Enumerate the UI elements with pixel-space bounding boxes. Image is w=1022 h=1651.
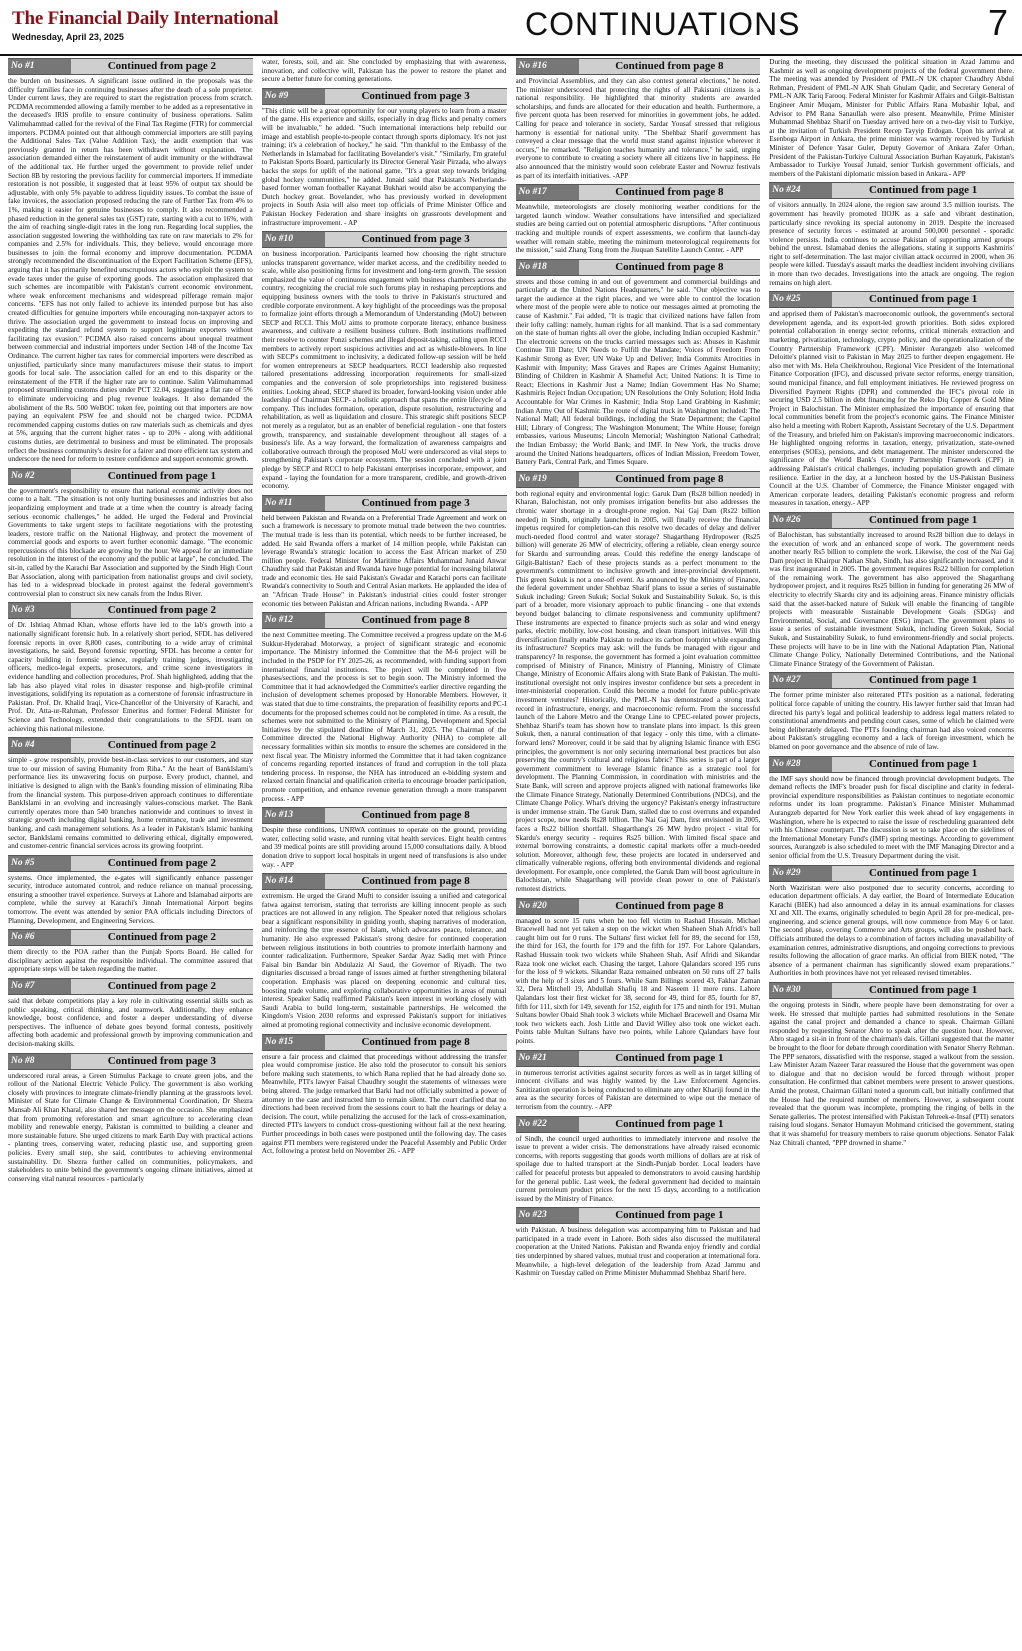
article-text: and Provincial Assemblies, and they can also contest general elections," he noted. The minister underscored that protecting the rights of all Pakistani citizens is a national responsibility. He highlighted that minority students are awarded scholarships, and funds are allocated for their education and health. Furthermore, a five percent quota has been reserved for minorities in government jobs, he added. Calling for peace and tolerance in society, Sardar Yousaf stressed that religious harmony is essential for national unity. "The Shehbaz Sharif government has conveyed a clear message that the world must stand against injustice wherever it occurs," he remarked. "Religion teaches humanity and tolerance," he said, urging everyone to contribute to creating a society where all citizens live in happiness. He also announced that the ministry would soon celebrate Easter and Nowruz festivals as part of its interfaith initiatives. -APP: [515, 77, 761, 180]
article-columns: [8, 58, 1014, 1646]
continued-from-label: Continued from page 1: [832, 757, 1014, 772]
article-text: and apprised them of Pakistan's macroeconomic outlook, the government's sectoral development agenda, and its export-led growth priorities. Both sides explored potential collaboration in energy sector reforms, critical minerals extraction and marketing, privatization, technology, crypto policy, and the operationalization of the Country Partnership Framework (CPF). Minister Aurangzeb also welcomed Deloitte's planned visit to Pakistan in May 2025 to further deepen engagement. He also met with Ms. Hela Cheikhrouhou, Regional Vice President of the International Finance Corporation (IFC), and discussed private sector reforms, energy transition, sound municipal finance, and full employment initiatives. He reviewed progress on Diversified Payment Rights (DPR) and commended the IFC's pivotal role in securing USD 2.5 billion in debt financing for the Reko Diq Copper & Gold Mine Project in Balochistan. The Minister emphasized the importance of ensuring that local communities benefit from the project's economic gains. The Finance Minister also held a meeting with Robert Kaproth, Assistant Secretary of the U.S. Department of the Treasury, and briefed him on Pakistan's improving macroeconomic indicators. He highlighted ongoing reforms in taxation, energy, privatization, state-owned enterprises (SOEs), pensions, and debt management. The minister underscored the significance of the World Bank's Country Partnership Framework (CPF) in addressing Pakistan's critical challenges, including population growth and climate resilience. Earlier in the day, at a luncheon hosted by the US-Pakistan Business Council at the U.S. Chamber of Commerce, the Finance Minister engaged with American corporate leaders, detailing Pakistan's economic progress and reform measures in taxation, energy.- APP: [769, 310, 1014, 508]
continuation-block: [262, 873, 507, 1030]
continuation-block: [516, 1116, 761, 1204]
continuation-header: [262, 873, 507, 890]
article-text: streets and those coming in and out of government and commercial buildings and particularly at the United Nations Headquarters," he said. "Our objective was to target the audience at the right places, and we were able to control the location where most of the people were able to notice our messages aimed at promoting the cause of Kashmir." Fai added, "It is tragic that civilized nations have fallen from their lofty calling: namely, human rights for all mankind. That is a sad commentary on the state of human rights all over the globe, including Indian occupied Kashmir." The electronic screens on the trucks carried messages such as: Abuses in Kashmir Continue Till Date; UN Needs to Fulfill the Mandate; Voices of Freedom From Kashmir Strong as Ever; UN Wake Up and Deliver; India Commits Atrocities in Kashmir with Impunity; Mass Graves and Rapes are Crimes Against Humanity; Blinding of Children in Kashmir A Shameful Act; United Nations: It is Time to React; Elections in Kashmir Just a Name; Indian Government Has No Shame; Kashmiris Reject Indian Occupation; UN Resolutions the Only Solution; Hold India Accountable for War Crimes in Kashmir; India Stop Land Grabbing in Kashmir; Indian Army Out of Kashmir. The route of digital truck in Washington included: The National Mall; All federal buildings, including the State Department; the Capitol Hill; Library of Congress; The Washington Monument; The White House; foreign embassies, various Museums; Lincoln Memorial; Washington National Cathedral; the Indian Embassy; the World Bank; and IMF. In New York, the trucks drove around the United Nations headquarters, offices of Indian Mission, Freedom Tower, Battery Park, Central Park, and Times Square.: [515, 277, 761, 467]
article-text: of visitors annually. In 2024 alone, the region saw around 3.5 million tourists. The government has heavily promoted IIOJK as a safe and vibrant destination, particularly since revoking its special autonomy in 2019. Despite the increased presence of security forces - estimated at around 500,000 personnel - sporadic violence persists. India continues to accuse Pakistan of supporting armed groups behind the unrest. Islamabad denies the allegations, stating it supports Kashmiris' right to self-determination. The last major civilian attack occurred in 2000, when 36 people were killed. Tuesday's assault marks the deadliest incident involving civilians in more than two decades. Investigations into the attack are ongoing. The region remains on high alert.: [769, 201, 1014, 287]
continued-from-label: Continued from page 2: [71, 738, 253, 753]
continuation-number: No #15: [262, 1035, 325, 1050]
article-text: them directly to the POA rather than the Punjab Sports Board. He called for disciplinary action against the responsible individual. The committee assured that appropriate steps will be taken regarding the matter.: [8, 948, 253, 974]
continuation-header: [516, 1050, 761, 1067]
article-text: Meanwhile, meteorologists are closely monitoring weather conditions for the targeted launch window. Weather consultations have intensified and specialized studies are being carried out on potential atmospheric disruptions. "After continuous tracking and multiple rounds of expert assessments, we confirm that launch-day weather will remain stable, meeting the minimum meteorological requirements for the mission," said Zhang Tong from the Jiuquan Satellite Launch Center. - APP: [515, 203, 761, 255]
article-text: simple - grow responsibly, provide best-in-class services to our customers, and stay true to our mission of saving Humanity from Riba." At the heart of BankIslami's performance lies its unwavering focus on purpose. Every product, channel, and initiative is designed to align with the Bank's founding mission of eliminating Riba from the financial system. This purpose-driven approach continues to differentiate BankIslami in an evolving and increasingly values-conscious market. The Bank currently operates more than 540 branches nationwide and continues to invest in strategic growth including digital banking, home remittance, trade and investment banking, and cash management solutions. As a leader in Pakistan's Islamic banking sector, BankIslami remains committed to delivering ethical, digitally empowered, and customer-centric financial services across its growing footprint.: [8, 756, 253, 851]
continuation-header: [769, 291, 1014, 308]
continuation-block: [262, 495, 507, 609]
continuation-header: [516, 259, 761, 276]
continuation-number: No #16: [516, 59, 579, 74]
continuation-block: [262, 612, 507, 803]
continuation-header: [516, 184, 761, 201]
continuation-header: [8, 855, 253, 872]
continuation-header: [8, 929, 253, 946]
article-text: Despite these conditions, UNRWA continues to operate on the ground, providing water, collecting solid waste, and running vital health services. Eight health centres and 39 medical points are still providing around 15,000 consultations daily. A blood donation drive to support local hospitals in urgent need of transfusions is also under way. - APP: [261, 826, 507, 869]
article-text: systems. Once implemented, the e-gates will significantly enhance passenger security, introduce automated control, and reduce reliance on manual processing, ensuring a smoother travel experience. Surveys at Lahore and Islamabad airports are complete, while the survey at Karachi's Jinnah International Airport begins tomorrow. The event was attended by senior PAA officials including Directors of Planning, Development, and Engineering Services.: [8, 873, 253, 925]
continued-from-label: Continued from page 1: [579, 1117, 761, 1132]
continuation-number: No #26: [769, 513, 832, 528]
continued-from-label: Continued from page 8: [325, 874, 507, 889]
continuation-number: No #5: [8, 856, 71, 871]
continued-from-label: Continued from page 1: [832, 673, 1014, 688]
continuation-block: [769, 291, 1014, 508]
continuation-block: [769, 756, 1014, 861]
continued-from-label: Continued from page 8: [579, 260, 761, 275]
continuation-block: [262, 231, 507, 491]
continuation-block: [516, 898, 761, 1046]
continuation-header: [8, 58, 253, 75]
continuation-block: [8, 737, 253, 851]
continuation-number: No #17: [516, 185, 579, 200]
continuation-number: No #13: [262, 808, 325, 823]
article-text: in numerous terrorist activities against security forces as well as in target killing of innocent civilians and was highly wanted by the Law Enforcement Agencies. Sanitization operation is being conducted to eliminate any other Khariji found in the area as the security forces of Pakistan are determined to wipe out the menace of terrorism from the country. - APP: [515, 1068, 761, 1111]
continued-from-label: Continued from page 1: [71, 469, 253, 484]
continued-from-label: Continued from page 8: [579, 899, 761, 914]
continuation-header: [8, 978, 253, 995]
continued-from-label: Continued from page 2: [71, 59, 253, 74]
article-text: During the meeting, they discussed the political situation in Azad Jammu and Kashmir as well as ongoing development projects of the federal government there. The meeting was attended by President of PML-N UK chapter Chaudhry Abdul Rehman, President of PML-N AJK Shah Ghulam Qadir, and Secretary General of PML-N AJK Tariq Farooq. Federal Minister for Kashmir Affairs and Gilgit-Baltistan Engineer Amir Muqam, Minister for Public Affairs Rana Mubashir Iqbal, and Advisor to PM Rana Sanaullah were also present. Meanwhile, Prime Minister Muhammad Shehbaz Sharif on Tuesday arrived here on a two-day visit to Turkiye, at the invitation of Turkish President Recep Tayyip Erdogan. Upon his arrival at Esenboga Airport in Ankara, the prime minister was warmly received by Turkish Minister of Defence Yasar Guler, Deputy Governor of Ankara Zafer Orhan, President of the Pakistan-Turkiye Cultural Association Burhan Kayaturk, Pakistan's Ambassador to Turkiye Yousaf Junaid, senior Turkish government officials, and members of the Pakistani diplomatic mission based in Ankara.- APP: [769, 58, 1014, 178]
article-text: the next Committee meeting. The Committee received a progress update on the M-6 Sukkur-Hyderabad Motorway, a project of significant strategic and economic importance. The Ministry informed the Committee that the M-6 project will be included in the PSDP for FY 2025-26, as recommended, with funding support from international financial institutions. The project will be completed in five phases/sections, and the process is set to begin soon. The Ministry informed the Committee that it had acknowledged the Committee's earlier directive regarding the inclusion of development schemes proposed by Honorable Members. However, it was stated that due to time constraints, the preparation of feasibility reports and PC-I documents for the proposed schemes could not be completed in time. As a result, the schemes were not submitted to the Ministry of Planning, Development and Special Initiatives by the stipulated deadline of March 31, 2025. The Chairman of the Committee directed the National Highway Authority (NHA) to complete all necessary formalities within six months to ensure the schemes are considered in the next fiscal year. The Ministry informed the Committee that it had taken cognizance of concerns regarding reported instances of fraud and corruption in the toll plaza tendering process. In response, the NHA has introduced an e-bidding system and relaxed certain financial and qualification criteria to encourage broader participation, promote competition, and enhance revenue generation through a more transparent process. - APP: [261, 631, 507, 803]
continuation-number: No #4: [8, 738, 71, 753]
continuation-header: [262, 1034, 507, 1051]
continuation-block: [769, 182, 1014, 287]
continuation-number: No #28: [769, 757, 832, 772]
continued-from-label: Continued from page 2: [71, 930, 253, 945]
continuation-number: No #10: [262, 232, 325, 247]
continuation-block: [516, 1050, 761, 1112]
article-text: of Dr. Ishtiaq Ahmad Khan, whose efforts have led to the lab's growth into a nationally significant forensic hub. In a relatively short period, SFDL has delivered forensic reports in over 8,800 cases, contributing to a wide array of criminal investigations, he said. Beyond forensic reporting, SFDL has become a center for capacity building in forensic science, regularly training judges, investigating officers, medico-legal experts, prosecutors, and crime scene investigators in evidence handling and collection procedures, Prof. Shah highlighted, adding that the lab has also played vital roles in disaster response and high-profile criminal investigations, solidifying its reputation as a cornerstone of forensic infrastructure in Pakistan. Prof. Dr. Khalid Iraqi, Vice-Chancellor of the University of Karachi, and Prof. Dr. Atta-ur-Rahman, Professor Emeritus and former Federal Minister for Science and Technology, extended their congratulations to the SFDL team on achieving this national milestone.: [8, 621, 253, 733]
section-title: CONTINUATIONS: [525, 6, 801, 42]
continuation-header: [516, 1116, 761, 1133]
continuation-header: [769, 982, 1014, 999]
article-text: North Waziristan were also postponed due to security concerns, according to education department officials. A day earlier, the Board of Intermediate Education Karachi (BIEK) had also announced a delay in its annual examinations for classes XI and XII. The exams, originally scheduled to begin April 28 for pre-medical, pre-engineering, and science general groups, will now commence from May 6 or later. The second phase, covering Commerce and Arts groups, will also be pushed back. Officials attributed the delays to a combination of factors including unavailability of examination centres, administrative disruptions, and ongoing corrections to previous results following the allocation of grace marks. An official from BIEK noted, "The absence of a permanent chairman has significantly slowed exam preparations." Authorities in both provinces have not yet released revised timetables.: [769, 883, 1014, 978]
continuation-block: [769, 865, 1014, 979]
issue-date: Wednesday, April 23, 2025: [12, 32, 124, 42]
continuation-block: [516, 471, 761, 894]
continuation-header: [769, 512, 1014, 529]
continuation-number: No #24: [769, 183, 832, 198]
column-4: [769, 58, 1014, 1646]
continuation-number: No #22: [516, 1117, 579, 1132]
continued-from-label: Continued from page 8: [325, 808, 507, 823]
continuation-number: No #12: [262, 613, 325, 628]
continued-from-label: Continued from page 3: [325, 496, 507, 511]
article-text: held between Pakistan and Rwanda on a Preferential Trade Agreement and work on such a framework is necessary to promote mutual trade between the two countries. The mutual trade is less than its potential, which needs to be further increased, he added. He said Rwanda offers a market of 14 million people, while Pakistan can leverage Rwanda's strategic location to access the East African market of 250 million people. Federal Minister for Maritime Affairs Muhammad Junaid Anwar Chaudhry said that Pakistan and Rwanda have huge potential for increasing bilateral trade and economic ties. He said Pakistan's Gwadar and Karachi ports can facilitate Rwanda's connectivity to South and Central Asian markets. He applauded the idea of an "African Trade House" in Pakistan's industrial cities could foster stronger economic ties between Pakistan and African nations, including Rwanda. - APP: [261, 513, 507, 608]
continuation-header: [8, 602, 253, 619]
continued-from-label: Continued from page 1: [832, 866, 1014, 881]
continuation-block: [769, 672, 1014, 751]
continuation-block: [769, 512, 1014, 669]
article-text: said that debate competitions play a key role in cultivating essential skills such as public speaking, critical thinking, and teamwork. Additionally, they enhance knowledge, boost confidence, and foster a deeper understanding of diverse perspectives. The influence of debate goes beyond formal contests, positively affecting both academic and professional growth by improving communication and decision-making skills.: [8, 997, 253, 1048]
continuation-number: No #1: [8, 59, 71, 74]
continuation-number: No #3: [8, 603, 71, 618]
continuation-number: No #21: [516, 1051, 579, 1066]
continuation-header: [769, 182, 1014, 199]
continued-from-label: Continued from page 8: [325, 1035, 507, 1050]
continuation-block: [8, 468, 253, 599]
continuation-header: [262, 88, 507, 105]
continuation-number: No #6: [8, 930, 71, 945]
continued-from-label: Continued from page 3: [71, 1054, 253, 1069]
article-text: the ongoing protests in Sindh, where people have been demonstrating for over a week. He stressed that multiple parties had submitted resolutions in the Senate against the canal project and demanded a chance to speak. Chairman Gillani responded by requesting Senator Abro to speak after the question hour. However, Abro staged a sit-in in front of the chairman's dais. Gillani suggested that the matter be brought to the floor for debate through coordination with Senator Sherry Rehman. The PPP senators, dissatisfied with the response, staged a walkout from the session. Law Minister Azam Nazeer Tarar reassured the House that the government was open to dialogue and that no decision would be forced through without proper consultation. He confirmed that cabinet members were present to answer questions. Amid the protest, Chairman Gillani noted a quorum call, but initially confirmed that the House had the required number of members. However, a subsequent count revealed that the quorum was incomplete, prompting the ringing of bells in the Senate galleries. The protest intensified with Pakistan Tehreek-e-Insaf (PTI) senators raising loud slogans. Senator Humayun Mohmand criticised the government, stating that it was shameful for treasury members to raise quorum objections. Senator Falak Naz Chitrali chanted, "PPP drowned in shame.": [769, 1001, 1014, 1147]
continuation-block: [8, 1053, 253, 1184]
continuation-block: [8, 978, 253, 1049]
continued-from-label: Continued from page 1: [832, 183, 1014, 198]
continuation-number: No #30: [769, 983, 832, 998]
article-text: the government's responsibility to ensure that national economic activity does not come to a halt. "The situation is not only hurting businesses and industries but also jeopardizing employment and trade at a time when the country is already facing serious economic challenges," he added. He urged the Federal and Provincial Governments to take urgent steps to facilitate negotiations with the protesting leaders, restore traffic on the National Highway, and protect the movement of commercial goods and exports to avert further economic damage. "The economic repercussions of this blockade are growing by the hour. We appeal for an immediate resolution in the interest of the economy and the public at large", he concluded. The sit-in, called by the Karachi Bar Association and supported by the Sindh High Court Bar Association, along with participation from nationalist groups and civil society, has led to a widespread blockade in protest against the federal government's controversial plan to construct six new canals from the Indus River.: [8, 486, 253, 598]
column-1: [8, 58, 253, 1646]
column-2: [262, 58, 507, 1646]
article-text: both regional equity and environmental logic: Garuk Dam (Rs28 billion needed) in Kharan, Balochistan, not only promises irrigation benefits but also addresses the chronic water shortage in a drought-prone region. Nai Gaj Dam (Rs22 billion needed) in Sindh, originally launched in 2005, will finally receive the financial impetus required for completion-can this resolve two decades of delay and deliver much-needed flood control and water storage? Shagarthang Hydropower (Rs25 billion) will generate 26 MW of electricity, offering a reliable, clean energy source for Skardu and surrounding areas. Could this redefine the energy landscape of Gilgit-Baltistan? Each of these projects stands as a perfect monument to the government's commitment to inclusive growth and inter-provincial development. This green Sukuk is not a one-off event. As announced by the Ministry of Finance, the federal government under Shehbaz Sharif plans to issue a series of sustainable Sukuk including: Green Sukuk; Social Sukuk and Sustainability Sukuk. So, is this part of a broader, more visionary approach to public financing - one that extends beyond budget balancing to climate responsiveness and community upliftment? These instruments are expected to finance projects such as solar and wind energy parks, electric mobility, low-cost housing, and clean transport initiatives. Will this diversification finally enable Pakistan to reduce its carbon footprint while expanding its infrastructure? Sceptics may ask: will the funds be managed with rigour and transparency? In response, the government has formed a joint evaluation committee comprised of Ministry of Finance, Ministry of Planning, Ministry of Climate Change, Ministry of Economic Affairs along with State Bank of Pakistan. The multi-institutional oversight not only inspires investor confidence but sets a precedent in inter-ministerial cooperation. Could this become a model for future public-private investment ventures? Historically, the PML-N has demonstrated a strong track record in infrastructure, energy, and macroeconomic reform. From the successful launch of the Lahore Metro and the Orange Line to CPEC-related power projects, Shehbaz Sharif's team has shown how to translate plans into impact. Is this green Sukuk, then, a natural continuation of that legacy - only this time, with a climate-forward lens? Moreover, could it be said that by aligning Islamic finance with ESG principles, the government is not only securing international best practices but also preserving the country's cultural and religious fabric? This series is part of a larger government commitment to leverage Islamic finance as a strategic tool for development. The Planning Commission, in coordination with ministries and the State Bank, will screen and approve projects aligned with national frameworks like the Climate Finance Strategy, Nationally Determined Contributions (NDCs), and the Climate Change Policy. What's driving the urgency? Pakistan's energy infrastructure is under immense strain. The Garuk Dam, stalled due to cost overruns and expanded project scope, now needs Rs28 billion. The Nai Gaj Dam, first envisioned in 2005, faces a Rs22 billion shortfall. Shagarthang's 26 MW hydro project - vital for Skardu's energy security - requires Rs25 billion. With limited fiscal space and external borrowing constraints, a domestic capital markets offer a much-needed solution. Moreover, although few, these projects are located in underserved and climatically vulnerable regions, offering both environmental dividends and regional development. For example, once completed, the Garuk Dam will boost agriculture in Balochistan, while Shagarthang will provide clean power to one of Pakistan's remotest districts.: [515, 489, 761, 894]
continuation-number: No #25: [769, 292, 832, 307]
continuation-block: [8, 602, 253, 733]
continuation-header: [516, 471, 761, 488]
continuation-block: [262, 807, 507, 869]
continuation-number: No #11: [262, 496, 325, 511]
continuation-block: [8, 855, 253, 926]
continued-from-label: Continued from page 8: [579, 472, 761, 487]
continued-from-label: Continued from page 3: [325, 89, 507, 104]
continuation-block: [262, 58, 507, 84]
article-text: underscored rural areas, a Green Stimulus Package to create green jobs, and the rollout of the National Electric Vehicle Policy. The government is also working closely with provinces to integrate climate-friendly planning at the grassroots level. Minister of State for Climate Change & Environmental Coordination, Dr Shezra Mansab Ali Khan Kharal, also shared her message on the occasion. She emphasized that from promoting reforestation and smart agriculture to accelerating clean mobility and renewable energy, Pakistan is committed to building a cleaner and more sustainable future. She urged citizens to mark Earth Day with practical actions - planting trees, conserving water, reducing plastic use, and supporting green policies. Every small step, she said, contributes to achieving environmental sustainability. Dr. Shezra further called on communities, policymakers, and stakeholders to unite behind the government's ongoing climate initiatives, aimed at conserving vital natural resources - particularly: [8, 1071, 253, 1183]
continuation-block: [769, 58, 1014, 178]
article-text: of Sindh, the council urged authorities to immediately intervene and resolve the issue to prevent a wider crisis. The demonstrations have already raised economic concerns, with reports suggesting that goods worth millions of dollars are at risk of spoilage due to halted transport at the Sindh-Punjab border. Local leaders have called for peaceful protests but appealed to demonstrators to avoid causing hardship for the general public. Last week, the federal government had decided to maintain current petroleum product prices for the next 15 days, according to a notification issued by the Ministry of Finance.: [515, 1134, 761, 1203]
continued-from-label: Continued from page 8: [325, 613, 507, 628]
continuation-number: No #29: [769, 866, 832, 881]
continued-from-label: Continued from page 1: [579, 1208, 761, 1223]
continuation-number: No #7: [8, 979, 71, 994]
article-text: extremism. He urged the Grand Mufti to consider issuing a unified and categorical fatwa against terrorism, stating that terrorists are killing innocent people as such practices are not allowed in any religion. The Speaker noted that religious scholars bear a significant responsibility in guiding youth, shaping narratives of moderation, and reinforcing the true essence of Islam, which advocates peace, tolerance, and humanity. He also expressed Pakistan's strong desire for continued cooperation between religious institutions in both countries to promote interfaith harmony and counter radicalization. Furthermore, Speaker Sardar Ayaz Sadiq met with Prince Faisal bin Bandar bin Abdulaziz Al Saud, the Governor of Riyadh. The two dignitaries discussed a broad range of issues aimed at further strengthening bilateral cooperation. Emphasis was placed on deepening economic and cultural ties, boosting trade volume, and exploring collaborative opportunities in areas of mutual interest. Speaker Sadiq reaffirmed Pakistan's keen interest in working closely with Saudi Arabia to build long-term, sustainable partnerships. He welcomed the Kingdom's Vision 2030 reforms and expressed Pakistan's support for initiatives aimed at promoting regional connectivity and inclusive economic development.: [261, 892, 507, 1029]
continuation-header: [516, 1207, 761, 1224]
continuation-header: [516, 898, 761, 915]
continuation-number: No #27: [769, 673, 832, 688]
article-text: the IMF says should now be financed through provincial development budgets. The demand reflects the IMF's broader push for fiscal discipline and clarity in federal-provincial expenditure responsibilities as Pakistan continues to negotiate economic reforms under its loan programme. Pakistan's Finance Minister Muhammad Aurangzeb departed for New York earlier this week ahead of key engagements in Washington, where he is expected to raise the issue of rescheduling guaranteed debt with his Chinese counterpart. The discussion is set to take place on the sidelines of the International Monetary Fund's (IMF) spring meetings. According to government sources, Aurangzeb is also scheduled to meet with the IMF Managing Director and a senior official from the U.S. Treasury Department during the visit.: [769, 774, 1014, 860]
continuation-header: [769, 672, 1014, 689]
continuation-block: [8, 58, 253, 464]
continued-from-label: Continued from page 1: [832, 513, 1014, 528]
continued-from-label: Continued from page 8: [579, 185, 761, 200]
continuation-block: [262, 1034, 507, 1156]
column-3: [516, 58, 761, 1646]
continuation-block: [8, 929, 253, 974]
continuation-block: [516, 1207, 761, 1278]
continuation-header: [262, 612, 507, 629]
article-text: "This clinic will be a great opportunity for our young players to learn from a master of the game. His experience and skills, especially in drag flicks and penalty corners will be invaluable," he added. "Such international interactions help rebuild our image and establish people-to-people contact through sports diplomacy. It's not just training; it's a celebration of hockey," he said. "I'm thankful to the Embassy of the Netherlands in Islamabad for facilitating Bovelander's visit." "Similarly, I'm grateful to Pakistan Sports Board, particularly its Director General Yasir Pirzada, who always backs the steps for uplift of the national game. "It's a great step towards bridging global hockey communities," he added. Junaid said that Pakistan's Netherlands-based former woman footballer Kayanat Bukhari would also be accompanying the Dutch hockey great. Bovelander, who has previously worked in development projects in South Asia will also meet top officials of Prime Minister Office and Pakistan Hockey Federation and share insights on grassroots development and infrastructure improvement. - AP: [261, 106, 507, 227]
continuation-header: [8, 1053, 253, 1070]
continuation-block: [516, 184, 761, 255]
continued-from-label: Continued from page 1: [832, 292, 1014, 307]
continuation-header: [262, 807, 507, 824]
continuation-block: [769, 982, 1014, 1147]
article-text: The former prime minister also reiterated PTI's position as a national, federating political force capable of uniting the country. His lawyer further said that Imran had directed his party's legal and political leadership to address legal matters related to constitutional amendments and pending court cases, some of which he claimed were being deliberately delayed. The PTI's founding chairman had also voiced concerns about Pakistan's struggling economy and a lack of foreign investment, which he blamed on poor governance and the absence of rule of law.: [769, 691, 1014, 751]
continued-from-label: Continued from page 1: [832, 983, 1014, 998]
continuation-block: [516, 58, 761, 180]
continuation-number: No #19: [516, 472, 579, 487]
continuation-number: No #18: [516, 260, 579, 275]
continuation-header: [262, 495, 507, 512]
article-text: water, forests, soil, and air. She concluded by emphasizing that with awareness, innovation, and collective will, Pakistan has the power to restore the planet and secure a better future for coming generations.: [261, 58, 507, 84]
continuation-block: [516, 259, 761, 467]
continuation-header: [769, 756, 1014, 773]
continuation-header: [262, 231, 507, 248]
continued-from-label: Continued from page 8: [579, 59, 761, 74]
continuation-number: No #8: [8, 1054, 71, 1069]
continuation-block: [262, 88, 507, 227]
continued-from-label: Continued from page 2: [71, 979, 253, 994]
article-text: on business incorporation. Participants learned how choosing the right structure unlocks transparent governance, wider market access, and the credibility needed to scale, while also positioning firms for investment and long-term growth. The session emphasized the value of continuous engagement with business chambers across the country, recognizing the crucial role such forums play in reshaping perceptions and equipping business owners with the tools to thrive in Pakistan's structured and credible corporate environment. A key highlight of the proceedings was the proposal to formalize joint efforts through a Memorandum of Understanding (MoU) between SECP and RCCI. This MoU aims to promote corporate literacy, enhance business awareness, and cultivate a resilient business culture. Both institutions reaffirmed their resolve to counter Ponzi schemes and illegal deposit-taking, calling upon RCCI members to actively report suspicious activities and act as whistle-blowers. In line with SECP's commitment to inclusivity, a dedicated follow-up session will be held for women entrepreneurs at SECP headquarters. RCCI leadership also requested tailored presentations addressing incorporation requirements for small-sized companies and the conversion of sole proprietorships into registered business entities. Looking ahead, SECP shared its broader, forward-looking vision under able leadership of Chairman SECP- a holistic approach that spans the entire lifecycle of a company. This includes formation, operation, dispute resolution, restructuring and rehabilitation, as well as liquidation and closure. This strategic shift positions SECP not merely as a regulator, but as an enabler of beneficial regulation - one that fosters growth, transparency, and sustainable development throughout all stages of a business's life. As a way forward, the formalization of awareness campaigns and collaborative outreach through the proposed MoU were underscored as vital steps to strengthening Pakistan's corporate ecosystem. The session concluded with a joint pledge by SECP and RCCI to help Pakistani enterprises incorporate, empower, and expand - laying the foundation for a more transparent, credible, and growth-driven economy.: [261, 250, 507, 491]
article-text: with Pakistan. A business delegation was accompanying him to Pakistan and had participated in a trade event in Lahore. Both sides also discussed the multilateral cooperation at the United Nations. Pakistan and Rwanda enjoy friendly and cordial ties underpinned by shared values, mutual trust and cooperation at international fora. Meanwhile, a high-level delegation of the leadership from Azad Jammu and Kashmir on Tuesday called on Prime Minister Muhammad Shehbaz Sharif here.: [515, 1226, 761, 1278]
continued-from-label: Continued from page 2: [71, 603, 253, 618]
continuation-header: [516, 58, 761, 75]
continuation-number: No #20: [516, 899, 579, 914]
article-text: of Balochistan, has substantially increased to around Rs28 billion due to delays in the execution of work and an enhanced scope of work. The government needs another nearly Rs5 billion to complete the work. Likewise, the cost of the Nai Gaj Dam project in Khairpur Nathan Shah, Sindh, has also significantly increased, and it was first inaugurated in 2005. The government requires Rs22 billion for completion of the remaining work. The government has also approved the Shagarthang hydropower project, and it requires Rs25 billion in funding for generating 26 MW of electricity to electrify Skardu city and its adjoining areas. Finance ministry officials said that the asset-backed nature of Sukuk will enable the financing of tangible projects with measurable Sustainable Development Goals (SDGs) and Environmental, Social, and Governance (ESG) impact. The government plans to issue a series of sustainable investment Sukuk, including Green Sukuk, Social Sukuk, and Sustainability Sukuk, to fund environment-friendly and social projects. These projects will have to be in line with the National Adaptation Plan, National Climate Change Policy, Nationally Determined Contributions, and the National Climate Finance Strategy of the Government of Pakistan.: [769, 530, 1014, 668]
article-text: ensure a fair process and claimed that proceedings without addressing the transfer plea would compromise justice. He also told the prosecutor to consult his seniors before making such statements, to which Rana replied that he had already done so. Meanwhile, PTI's lawyer Faisal Chaudhry sought the statements of witnesses were being altered. The judge remarked that Barki had not officially submitted a power of attorney in the case and instructed him to remain silent. The court clarified that no directions had been received from the sessions court to halt the hearings or delay a decision. The court, while penalizing the accused for the lack of cross-examination, directed PTI's lawyers to conduct cross-questioning without fail at the next hearing. Further proceedings in both cases were postponed until the following day. The cases against PTI members were registered under the Peaceful Assembly and Public Order Act, following a protest held on November 26. - APP: [261, 1052, 507, 1156]
continuation-number: No #2: [8, 469, 71, 484]
article-text: the burden on businesses. A significant issue outlined in the proposals was the difficulty families face in continuing businesses after the death of a sole proprietor. Under current laws, they are required to start the registration process from scratch. PCDMA recommended allowing a family member to be added as a representative in the deceased's IRIS profile to ensure continuity of business operations. Salim Valimuhammad called for the revival of the Final Tax Regime (FTR) for commercial importers. PCDMA pointed out that although commercial importers are still paying the Additional Sales Tax (Value Addition Tax), the audit exemption that was previously granted in return has been withdrawn without explanation. The association demanded either the reinstatement of audit immunity or the withdrawal of the additional tax. He further urged the government to provide relief under Section 8B by restoring the previous facility for commercial importers. If immediate restoration is not possible, it suggested that at least 95% of output tax should be adjustable, with only 5% payable to address liquidity issues. To combat the issue of fake invoices, the association proposed reducing the rate of Further Tax from 4% to 1%, making it easier for genuine businesses to comply. It also recommended a phased reduction in the general sales tax (GST) rate, starting with a cut to 16%, with the aim of reaching single-digit rates in the long run. Regarding local supplies, the association suggested lowering the withholding tax rate on raw materials to 2% for companies and 2.5% for individuals. This, they believe, would encourage more businesses to join the formal economy and improve documentation. PCDMA strongly recommended the discontinuation of the Export Facilitation Scheme (EFS), arguing that it has primarily benefited unscrupulous actors who exploit the system to evade taxes under the guise of exporting goods. The association emphasized that such schemes are incompatible with Pakistan's current economic environment, where weak enforcement mechanisms and widespread pilferage remain major concerns. "EFS has not only failed to achieve its intended purpose but has also created difficulties for genuine importers while encouraging non-taxpayer actors to thrive. The association urged the government to instead focus on improving and expediting the standard refund system to support legitimate exporters without facilitating tax evasion." PCDMA also raised concerns about unequal treatment between commercial and industrial importers under Section 148 of the Income Tax Ordinance. The current higher tax rates for commercial importers were described as unjustified, particularly since many manufacturers misuse their status to import goods for local sale. The association called for an end to this disparity or the reinstatement of the FTR if the higher rate are to continue. Salim Valimuhammad proposed streamlining customs duties under PCT 32.04, suggesting a flat rate of 5% to eliminate undervoicing and plug revenue leakages. It also demanded the abolishment of the Rs. 500 WeBOC token fee, pointing out that importers are now paying an equivalent PSW fee and should not be charged twice. PCDMA recommended capping customs duties on raw materials such as chemicals and dyes at 5%, arguing that the current higher rates - up to 20% - along with additional customs duties, are detrimental to business and must be eliminated. The proposals reflect the business community's desire for a fairer and more efficient tax system and underscore the need for reform to restore confidence and support economic growth.: [8, 77, 253, 464]
continued-from-label: Continued from page 1: [579, 1051, 761, 1066]
continued-from-label: Continued from page 3: [325, 232, 507, 247]
article-text: managed to score 15 runs when he too fell victim to Rashad Hussain. Michael Bracewell had not yet taken a step on the wicket when Shaheen Shah Afridi's ball caught him out for 0 runs. The Sultans' first wicket fell for 89, the second for 159, the third for 163, the fourth for 179 and the fifth for 197. For Lahore Qalandars, Rashad Hussain took two wickets while Shaheen Shah, Asif Afridi and Sikandar Raza took one wicket each. Chasing the target, Lahore Qalandars scored 195 runs for the loss of 9 wickets. Sikandar Raza remained unbeaten on 50 runs off 27 balls with the help of 3 sixes and 5 fours. While Sam Billings scored 43, Fakhar Zaman 32, Dera Mitchell 19, Abdullah Shafiq 18 and Naseem 11 more runs. Lahore Qalandars lost their first wicket for 38, second for 49, third for 85, fourth for 87, fifth for 111, sixth for 149, seventh for 152, eighth for 175 and ninth for 191. Multan Sultans bowler Obaid Shah took 3 wickets while Michael Bracewell and Osama Mir took two wickets each. Josh Little and David Willey also took one wicket each. Points table Multan Sultans have two points, while Lahore Qalandars have four points.: [515, 916, 761, 1045]
newspaper-name: The Financial Daily International: [12, 8, 279, 29]
continuation-header: [8, 737, 253, 754]
continuation-header: [769, 865, 1014, 882]
continuation-number: No #23: [516, 1208, 579, 1223]
continuation-number: No #14: [262, 874, 325, 889]
masthead: [0, 0, 1022, 56]
continuation-header: [8, 468, 253, 485]
continuation-number: No #9: [262, 89, 325, 104]
page-number: 7: [987, 2, 1008, 43]
continued-from-label: Continued from page 2: [71, 856, 253, 871]
